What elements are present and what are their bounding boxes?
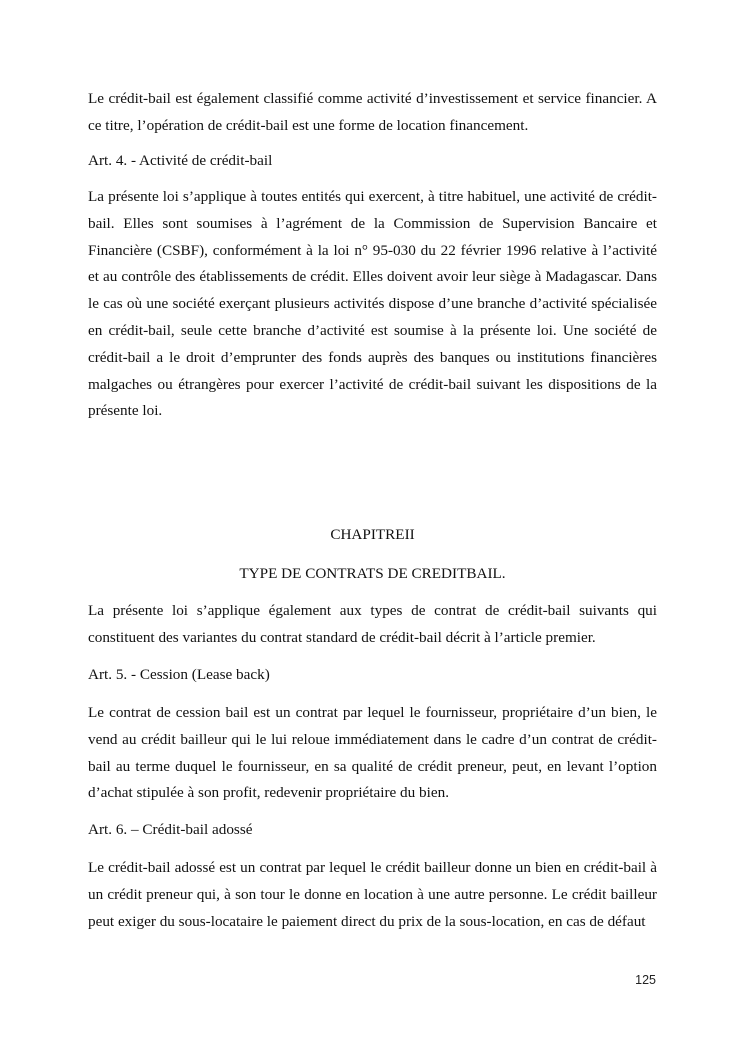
- article-6-heading: Art. 6. – Crédit-bail adossé: [88, 821, 253, 838]
- paragraph-article-4-body: La présente loi s’applique à toutes entités qui exercent, à titre habituel, une activité de crédit-bail. Elles sont soumises à l’agrément de la Commission de Supervision Bancaire et Financière (CSBF), conformément à la loi n° 95-030 du 22 février 1996 relative à l’activité et au contrôle des établissements de crédit. Elles doivent avoir leur siège à Madagascar. Dans le cas où une société exerçant plusieurs activités dispose d’une branche d’activité spécialisée en crédit-bail, seule cette branche d’activité est soumise à la présente loi. Une société de crédit-bail a le droit d’emprunter des fonds auprès des banques ou institutions financières malgaches ou étrangères pour exercer l’activité de crédit-bail suivant les dispositions de la présente loi.: [88, 188, 657, 420]
- chapter-title: TYPE DE CONTRATS DE CREDITBAIL.: [239, 565, 506, 582]
- chapter-label: CHAPITREII: [330, 526, 415, 543]
- paragraph-credit-bail-classification: Le crédit-bail est également classifié comme activité d’investissement et service financier. A ce titre, l’opération de crédit-bail est une forme de location financement.: [88, 90, 657, 134]
- page-number: 125: [635, 973, 656, 987]
- article-4-heading: Art. 4. - Activité de crédit-bail: [88, 152, 273, 169]
- paragraph-article-5-body: Le contrat de cession bail est un contrat par lequel le fournisseur, propriétaire d’un bien, le vend au crédit bailleur qui le lui reloue immédiatement dans le cadre d’un contrat de crédit-bail au terme duquel le fournisseur, en sa qualité de crédit preneur, peut, en levant l’option d’achat stipulée à son profit, redevenir propriétaire du bien.: [88, 704, 657, 802]
- article-5-heading: Art. 5. - Cession (Lease back): [88, 666, 270, 683]
- paragraph-contract-types-intro: La présente loi s’applique également aux types de contrat de crédit-bail suivants qui constituent des variantes du contrat standard de crédit-bail décrit à l’article premier.: [88, 602, 657, 646]
- paragraph-article-6-body: Le crédit-bail adossé est un contrat par lequel le crédit bailleur donne un bien en crédit-bail à un crédit preneur qui, à son tour le donne en location à une autre personne. Le crédit bailleur peut exiger du sous-locataire le paiement direct du prix de la sous-location, en cas de défaut: [88, 859, 657, 930]
